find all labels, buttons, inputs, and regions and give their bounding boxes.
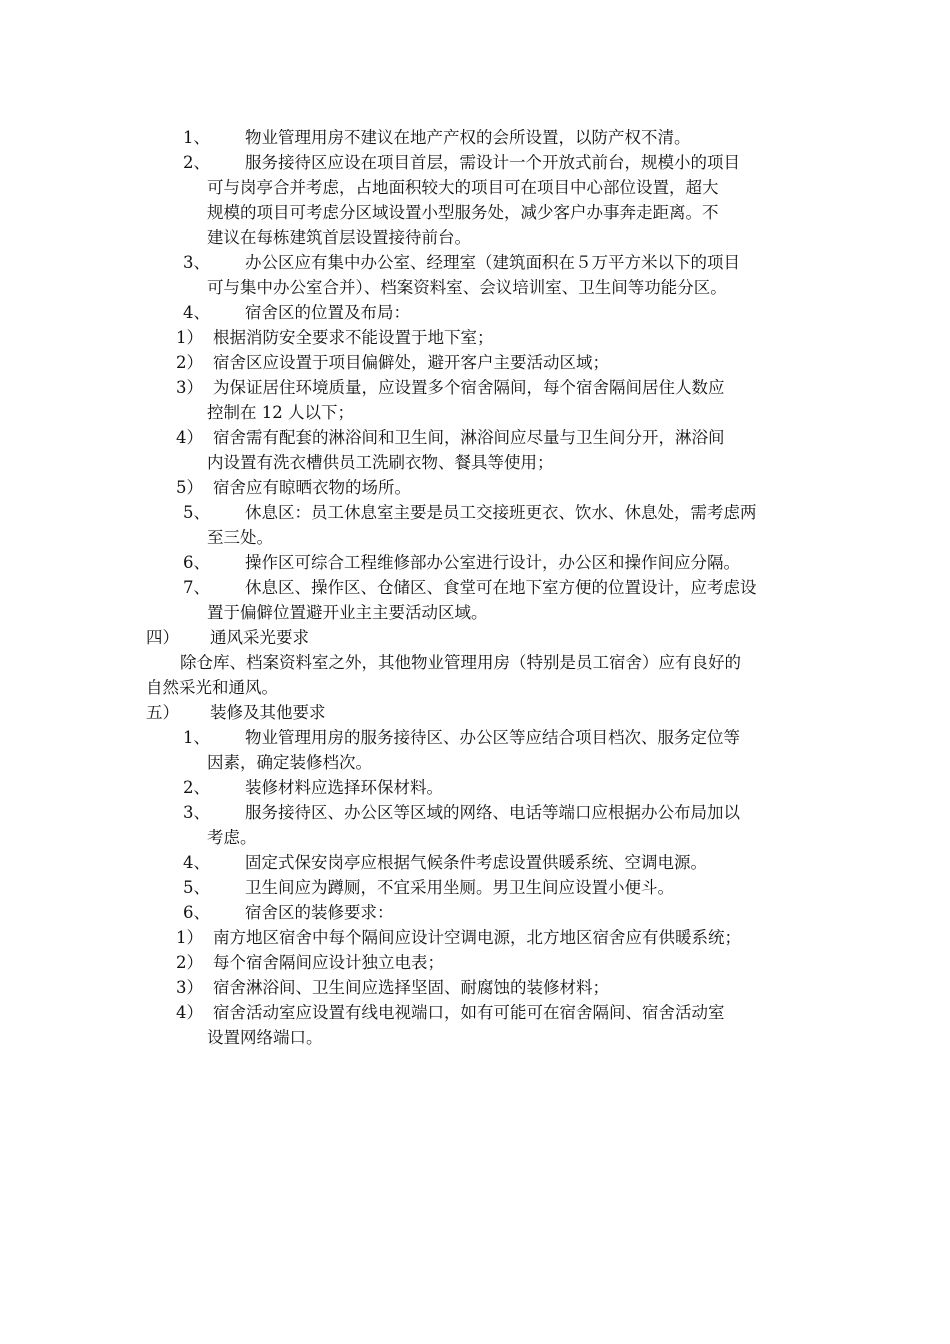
item-text: 物业管理用房的服务接待区、办公区等应结合项目档次、服务定位等 xyxy=(245,728,740,747)
sub-item-text: 每个宿舍隔间应设计独立电表； xyxy=(213,953,444,972)
sub-item-text: 宿舍应有晾晒衣物的场所。 xyxy=(213,478,411,497)
item-text: 休息区：员工休息室主要是员工交接班更衣、饮水、休息处，需考虑两 xyxy=(245,503,757,522)
item-text: 考虑。 xyxy=(207,828,257,847)
section-body xyxy=(146,650,741,700)
item-text: 固定式保安岗亭应根据气候条件考虑设置供暖系统、空调电源。 xyxy=(245,853,707,872)
body-text: 除仓库、档案资料室之外，其他物业管理用房（特别是员工宿舍）应有良好的 xyxy=(180,653,741,672)
sub-item-number: 2） xyxy=(176,353,203,372)
item-text: 办公区应有集中办公室、经理室（建筑面积在５万平方米以下的项目 xyxy=(245,253,740,272)
item-number: 6、 xyxy=(183,553,210,572)
item-text: 装修材料应选择环保材料。 xyxy=(245,778,443,797)
item-text: 宿舍区的装修要求： xyxy=(245,903,394,922)
sub-list-item xyxy=(176,375,725,425)
sub-item-text: 宿舍活动室应设置有线电视端口，如有可能可在宿舍隔间、宿舍活动室 xyxy=(213,1003,725,1022)
item-number: 3、 xyxy=(183,253,210,272)
item-text: 可与集中办公室合并）、档案资料室、会议培训室、卫生间等功能分区。 xyxy=(207,278,727,297)
item-text: 服务接待区应设在项目首层，需设计一个开放式前台，规模小的项目 xyxy=(245,153,740,172)
list-item xyxy=(183,125,691,150)
item-text: 宿舍区的位置及布局： xyxy=(245,303,410,322)
sub-list-item xyxy=(176,1000,725,1050)
sub-item-number: 2） xyxy=(176,953,203,972)
item-number: 2、 xyxy=(183,153,210,172)
item-text: 服务接待区、办公区等区域的网络、电话等端口应根据办公布局加以 xyxy=(245,803,740,822)
list-item xyxy=(183,550,740,575)
sub-item-text: 根据消防安全要求不能设置于地下室； xyxy=(213,328,494,347)
item-number: 1、 xyxy=(183,128,210,147)
section-title: 装修及其他要求 xyxy=(210,703,326,722)
list-item xyxy=(183,250,740,300)
sub-item-text: 南方地区宿舍中每个隔间应设计空调电源，北方地区宿舍应有供暖系统； xyxy=(213,928,741,947)
sub-item-number: 3） xyxy=(176,978,203,997)
section-heading xyxy=(146,625,309,650)
item-text: 物业管理用房不建议在地产产权的会所设置，以防产权不清。 xyxy=(245,128,691,147)
sub-list-item xyxy=(176,350,609,375)
item-number: 4、 xyxy=(183,853,210,872)
sub-item-number: 4） xyxy=(176,1003,203,1022)
body-text: 自然采光和通风。 xyxy=(146,678,278,697)
sub-item-text: 宿舍淋浴间、卫生间应选择坚固、耐腐蚀的装修材料； xyxy=(213,978,609,997)
section-number: 五） xyxy=(146,703,179,722)
list-item xyxy=(183,800,740,850)
sub-list-item xyxy=(176,975,609,1000)
list-item xyxy=(183,850,707,875)
item-text: 置于偏僻位置避开业主主要活动区域。 xyxy=(207,603,488,622)
item-text: 可与岗亭合并考虑，占地面积较大的项目可在项目中心部位设置，超大 xyxy=(207,178,719,197)
section-number: 四） xyxy=(146,628,179,647)
item-text: 建议在每栋建筑首层设置接待前台。 xyxy=(207,228,471,247)
sub-list-item xyxy=(176,325,494,350)
item-text: 规模的项目可考虑分区域设置小型服务处，减少客户办事奔走距离。不 xyxy=(207,203,719,222)
item-text: 操作区可综合工程维修部办公室进行设计，办公区和操作间应分隔。 xyxy=(245,553,740,572)
item-number: 5、 xyxy=(183,878,210,897)
sub-item-text: 宿舍区应设置于项目偏僻处，避开客户主要活动区域； xyxy=(213,353,609,372)
sub-item-number: 1） xyxy=(176,928,203,947)
item-number: 6、 xyxy=(183,903,210,922)
list-item xyxy=(183,500,757,550)
list-item xyxy=(183,150,740,250)
list-item xyxy=(183,900,394,925)
item-number: 5、 xyxy=(183,503,210,522)
sub-item-number: 3） xyxy=(176,378,203,397)
item-text: 休息区、操作区、仓储区、食堂可在地下室方便的位置设计，应考虑设 xyxy=(245,578,757,597)
sub-list-item xyxy=(176,475,411,500)
section-title: 通风采光要求 xyxy=(210,628,309,647)
item-number: 1、 xyxy=(183,728,210,747)
list-item xyxy=(183,575,757,625)
list-item xyxy=(183,875,674,900)
item-text: 卫生间应为蹲厕，不宜采用坐厕。男卫生间应设置小便斗。 xyxy=(245,878,674,897)
item-text: 因素，确定装修档次。 xyxy=(207,753,372,772)
item-text: 至三处。 xyxy=(207,528,273,547)
item-number: 3、 xyxy=(183,803,210,822)
sub-item-number: 5） xyxy=(176,478,203,497)
sub-item-number: 4） xyxy=(176,428,203,447)
item-number: 4、 xyxy=(183,303,210,322)
sub-list-item xyxy=(176,425,725,475)
sub-item-number: 1） xyxy=(176,328,203,347)
sub-list-item xyxy=(176,950,444,975)
item-number: 2、 xyxy=(183,778,210,797)
sub-item-text: 设置网络端口。 xyxy=(207,1028,323,1047)
sub-item-text: 控制在 12 人以下； xyxy=(207,403,354,422)
item-number: 7、 xyxy=(183,578,210,597)
sub-item-text: 为保证居住环境质量，应设置多个宿舍隔间，每个宿舍隔间居住人数应 xyxy=(213,378,725,397)
sub-item-text: 内设置有洗衣槽供员工洗刷衣物、餐具等使用； xyxy=(207,453,554,472)
list-item xyxy=(183,300,410,325)
sub-item-text: 宿舍需有配套的淋浴间和卫生间，淋浴间应尽量与卫生间分开，淋浴间 xyxy=(213,428,725,447)
list-item xyxy=(183,725,740,775)
section-heading xyxy=(146,700,326,725)
list-item xyxy=(183,775,443,800)
sub-list-item xyxy=(176,925,741,950)
